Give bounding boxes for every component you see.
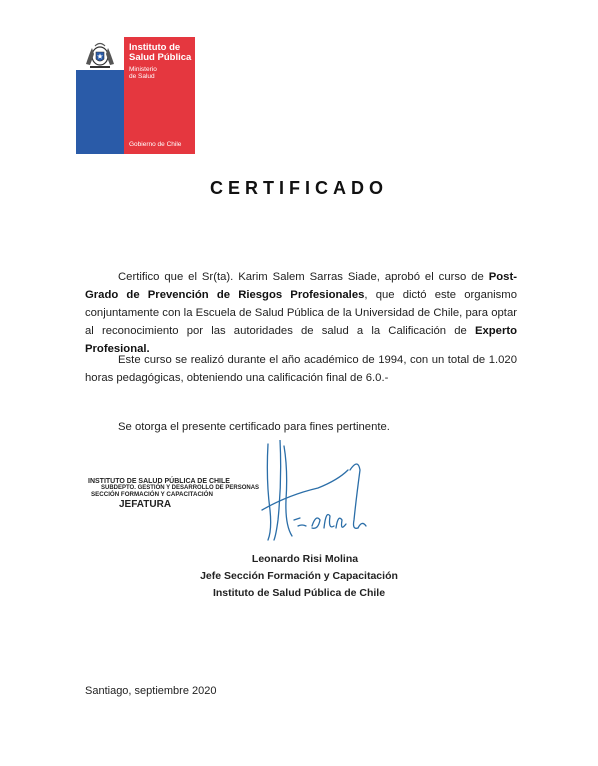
certification-paragraph bbox=[85, 268, 517, 358]
p3-text: Se otorga el presente certificado para fines pertinente. bbox=[118, 421, 390, 433]
stamp-line-2: SUBDEPTO. GESTIÓN Y DESARROLLO DE PERSONAS bbox=[101, 485, 260, 491]
logo-line-2: Salud Pública bbox=[129, 52, 192, 63]
institution-logo bbox=[76, 37, 195, 154]
stamp-line-4: JEFATURA bbox=[119, 499, 172, 510]
purpose-paragraph bbox=[85, 418, 517, 436]
course-name: Post-Grado de Prevención de Riesgos Profesionales bbox=[85, 271, 517, 301]
place-and-date: Santiago, septiembre 2020 bbox=[85, 685, 217, 697]
logo-line-4: de Salud bbox=[129, 73, 155, 80]
document-title: CERTIFICADO bbox=[210, 178, 388, 198]
official-stamp bbox=[85, 478, 260, 510]
p1-text-c: , que dictó este organismo conjuntamente con la Escuela de Salud Pública de la Universidad de Chile, para optar al reconocimiento por las autoridades de salud a la Calificación de bbox=[85, 289, 517, 337]
stamp-line-1: INSTITUTO DE SALUD PÚBLICA DE CHILE bbox=[88, 478, 230, 485]
signer-institution: Instituto de Salud Pública de Chile bbox=[212, 587, 386, 599]
course-details-paragraph bbox=[85, 351, 517, 387]
logo-footer: Gobierno de Chile bbox=[129, 141, 182, 148]
p2-text: Este curso se realizó durante el año académico de 1994, con un total de 1.020 horas pedagógicas, obteniendo una calificación final de 6.0.- bbox=[85, 354, 517, 384]
coat-of-arms-icon bbox=[82, 40, 118, 70]
qualification: Experto Profesional. bbox=[85, 325, 517, 355]
handwritten-signature bbox=[258, 440, 378, 550]
p1-text-a: Certifico que el Sr(ta). Karim Salem Sarras Siade, aprobó el curso de bbox=[118, 271, 489, 283]
signer-name: Leonardo Risi Molina bbox=[251, 553, 359, 565]
logo-line-3: Ministerio bbox=[129, 66, 157, 73]
stamp-line-3: SECCIÓN FORMACIÓN Y CAPACITACIÓN bbox=[91, 491, 213, 498]
logo-line-1: Instituto de bbox=[129, 42, 181, 53]
signer-position: Jefe Sección Formación y Capacitación bbox=[200, 570, 398, 582]
